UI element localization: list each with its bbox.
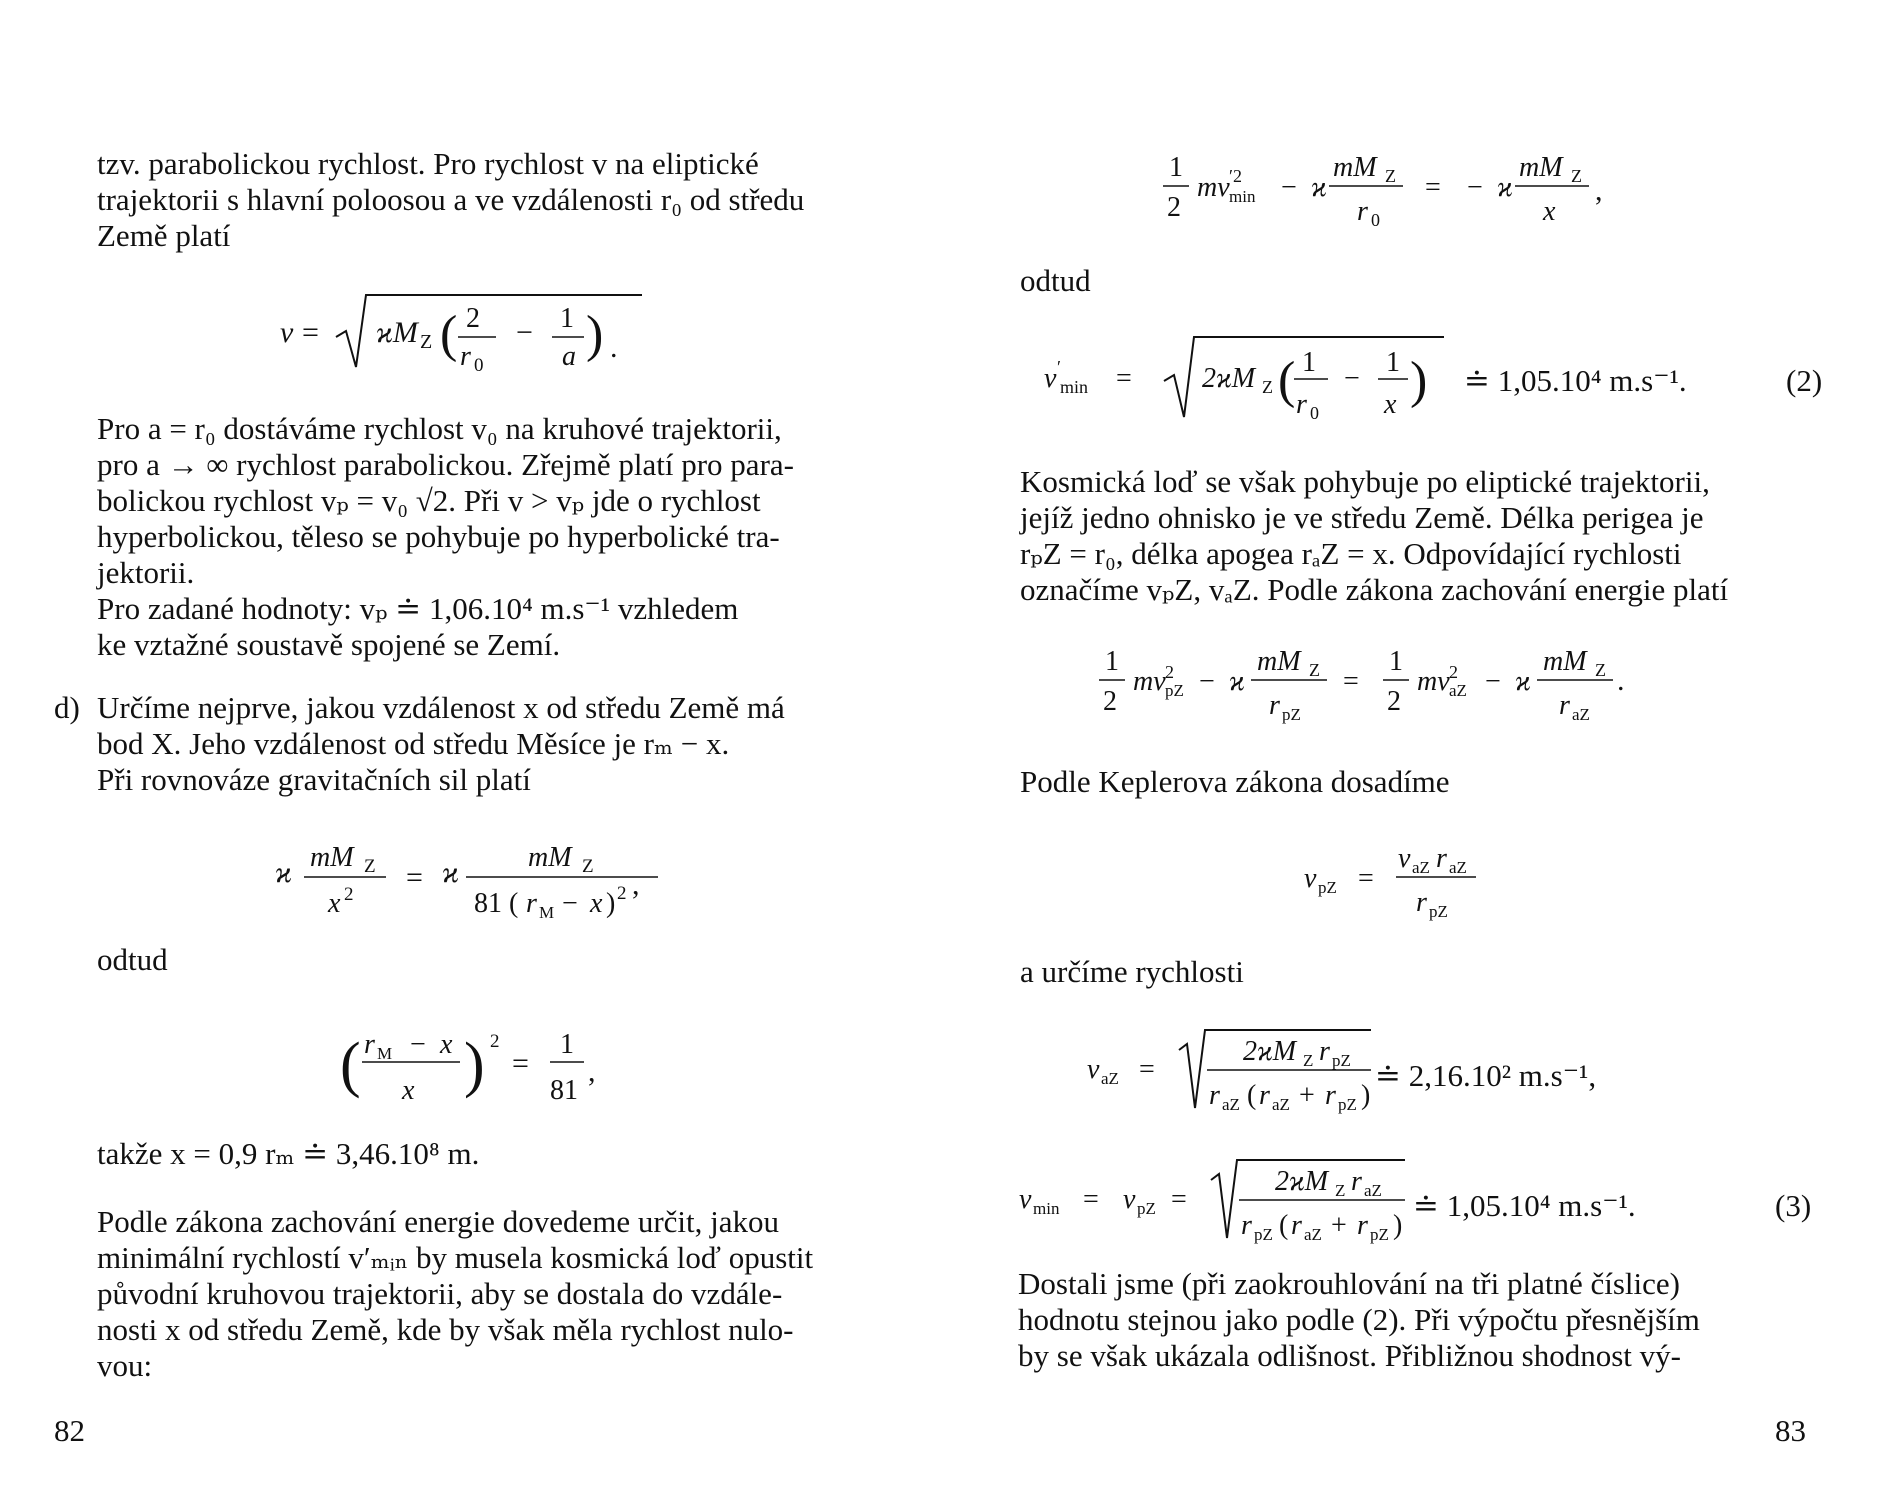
svg-text:Z: Z: [364, 856, 376, 877]
svg-text:1: 1: [1386, 347, 1400, 378]
svg-text:Z: Z: [582, 856, 594, 877]
text-line: vou:: [97, 1348, 153, 1383]
svg-text:ϰ: ϰ: [1311, 172, 1327, 203]
paragraph-circular-parabolic: [97, 411, 893, 699]
svg-text:2: 2: [1387, 686, 1401, 717]
svg-text:pZ: pZ: [1137, 1199, 1156, 1218]
svg-text:.: .: [610, 331, 618, 364]
svg-text:): ): [1361, 1080, 1371, 1111]
svg-text:1: 1: [1389, 646, 1403, 677]
equation-gravity-balance: [270, 832, 700, 932]
svg-text:Z: Z: [1595, 660, 1606, 680]
svg-text:Z: Z: [420, 331, 433, 353]
equation-vmin-escape-result: ≐ 1,05.10⁴ m.s⁻¹.: [1464, 363, 1687, 398]
svg-text:ϰ: ϰ: [1497, 172, 1513, 203]
svg-text:1: 1: [560, 1029, 574, 1060]
equation-vmin-escape-graphic: [1044, 325, 1464, 425]
svg-text:aZ: aZ: [1272, 1095, 1290, 1114]
svg-text:0: 0: [1310, 403, 1319, 423]
paragraph-elliptic-trajectory: [1020, 464, 1817, 644]
svg-text:(: (: [1278, 352, 1296, 409]
text-line: by se však ukázala odlišnost. Přibližnou shodnost vý-: [1018, 1338, 1681, 1373]
svg-text:r: r: [1259, 1080, 1270, 1111]
svg-text:): ): [1410, 352, 1428, 409]
svg-text:mM: mM: [1257, 646, 1301, 677]
equation-vaz: [1087, 1020, 1387, 1120]
svg-text:−: −: [562, 888, 578, 919]
svg-text:mv: mv: [1197, 172, 1230, 203]
equation-vmin-elliptic: [1019, 1150, 1419, 1250]
svg-text:mv: mv: [1417, 666, 1450, 697]
svg-text:r: r: [526, 888, 537, 919]
svg-text:ϰ: ϰ: [1515, 666, 1531, 697]
svg-text:+: +: [1331, 1210, 1347, 1241]
svg-text:aZ: aZ: [1449, 681, 1467, 700]
equation-distance-ratio-graphic: [340, 1015, 640, 1115]
text-kepler-intro: Podle Keplerova zákona dosadíme: [1020, 764, 1450, 799]
svg-text:aZ: aZ: [1222, 1095, 1240, 1114]
svg-text:1: 1: [1169, 152, 1183, 183]
svg-text:2: 2: [1103, 686, 1117, 717]
svg-text:81 (: 81 (: [474, 888, 519, 919]
svg-text:=: =: [302, 316, 319, 349]
svg-text:,: ,: [588, 1055, 596, 1088]
text-line: Pro a = r₀ dostáváme rychlost v₀ na kruhové trajektorii,: [97, 411, 782, 446]
svg-text:min: min: [1060, 377, 1089, 397]
svg-text:Z: Z: [1335, 1181, 1346, 1200]
text-determine-velocities: a určíme rychlosti: [1020, 954, 1244, 989]
svg-text:): ): [1393, 1210, 1403, 1241]
text-line: hodnotu stejnou jako podle (2). Při výpočtu přesnějším: [1018, 1302, 1700, 1337]
svg-text:mM: mM: [528, 842, 572, 873]
svg-text:=: =: [1116, 363, 1132, 394]
page-number-left: 82: [54, 1413, 85, 1448]
svg-text:=: =: [1358, 863, 1374, 894]
svg-text:r: r: [1291, 1210, 1302, 1241]
text-line: Pro zadané hodnoty: vₚ ≐ 1,06.10⁴ m.s⁻¹ vzhledem: [97, 591, 739, 626]
equation-gravity-balance-graphic: [270, 832, 700, 932]
svg-text:r: r: [364, 1029, 375, 1060]
svg-text:aZ: aZ: [1304, 1225, 1322, 1244]
svg-text:0: 0: [1371, 210, 1380, 230]
equation-velocity-ellipse: [270, 285, 670, 375]
svg-text:=: =: [1139, 1054, 1155, 1085]
text-line: původní kruhovou trajektorii, aby se dostala do vzdále-: [97, 1276, 783, 1311]
equation-vaz-result: ≐ 2,16.10² m.s⁻¹,: [1375, 1058, 1597, 1093]
svg-text:.: .: [1617, 664, 1625, 697]
equation-kepler: [1304, 845, 1504, 925]
equation-velocity-ellipse-graphic: [270, 285, 670, 375]
paragraph-point-x: [97, 690, 893, 834]
svg-text:2ϰM: 2ϰM: [1243, 1036, 1297, 1067]
svg-text:pZ: pZ: [1370, 1225, 1389, 1244]
svg-text:r: r: [1209, 1080, 1220, 1111]
svg-text:r: r: [1296, 389, 1307, 420]
svg-text:2: 2: [490, 1031, 500, 1052]
svg-text:mM: mM: [1333, 152, 1377, 183]
svg-text:2ϰM: 2ϰM: [1275, 1166, 1329, 1197]
svg-text:v: v: [1398, 843, 1411, 874]
svg-text:x: x: [440, 1029, 453, 1060]
text-line: pro a → ∞ rychlost parabolickou. Zřejmě platí pro para-: [97, 447, 794, 482]
svg-text:r: r: [1357, 1210, 1368, 1241]
svg-text:−: −: [1281, 172, 1297, 203]
text-line: rₚZ = r₀, délka apogea rₐZ = x. Odpovídající rychlosti: [1020, 536, 1682, 571]
svg-text:r: r: [460, 341, 471, 372]
svg-text:pZ: pZ: [1165, 681, 1184, 700]
svg-text:aZ: aZ: [1412, 858, 1430, 877]
svg-text:−: −: [410, 1029, 426, 1060]
text-line: jejíž jedno ohnisko je ve středu Země. Délka perigea je: [1020, 500, 1704, 535]
svg-text:x: x: [328, 888, 341, 919]
svg-text:2: 2: [617, 883, 627, 904]
svg-text:v: v: [1087, 1054, 1100, 1085]
svg-text:r: r: [1416, 887, 1427, 918]
svg-text:pZ: pZ: [1332, 1051, 1351, 1070]
equation-energy-escape-graphic: [1163, 148, 1623, 238]
svg-text:aZ: aZ: [1449, 858, 1467, 877]
svg-text:=: =: [1171, 1184, 1187, 1215]
svg-text:M: M: [377, 1044, 393, 1063]
equation-kepler-graphic: [1304, 845, 1504, 925]
svg-text:(: (: [1247, 1080, 1257, 1111]
svg-text:min: min: [1033, 1199, 1060, 1218]
text-line: Kosmická loď se však pohybuje po eliptické trajektorii,: [1020, 464, 1710, 499]
text-result-x: takže x = 0,9 rₘ ≐ 3,46.10⁸ m.: [97, 1136, 480, 1171]
svg-text:(: (: [440, 306, 458, 363]
paragraph-energy-conservation: [97, 1204, 893, 1420]
equation-vmin-elliptic-graphic: [1019, 1150, 1419, 1250]
svg-text:r: r: [1325, 1080, 1336, 1111]
text-line: tzv. parabolickou rychlost. Pro rychlost v na eliptické: [97, 146, 759, 181]
svg-text:=: =: [1425, 172, 1441, 203]
svg-text:2ϰM: 2ϰM: [1202, 363, 1256, 394]
svg-text:−: −: [516, 316, 533, 349]
svg-text:r: r: [1241, 1210, 1252, 1241]
svg-text:2: 2: [466, 303, 480, 334]
svg-text:pZ: pZ: [1338, 1095, 1357, 1114]
text-line: hyperbolickou, těleso se pohybuje po hyperbolické tra-: [97, 519, 780, 554]
svg-text:x: x: [1543, 196, 1556, 227]
svg-text:81: 81: [550, 1075, 578, 1106]
svg-text:,: ,: [1595, 174, 1603, 207]
svg-text:=: =: [512, 1047, 529, 1080]
svg-text:pZ: pZ: [1318, 878, 1337, 897]
svg-text:1: 1: [1105, 646, 1119, 677]
svg-text:(: (: [340, 1031, 361, 1099]
svg-text:v: v: [280, 316, 294, 349]
svg-text:r: r: [1351, 1166, 1362, 1197]
svg-text:pZ: pZ: [1429, 902, 1448, 921]
svg-text:2: 2: [1167, 192, 1181, 223]
text-odtud: odtud: [97, 942, 168, 977]
svg-text:,: ,: [632, 868, 640, 901]
svg-text:M: M: [539, 903, 555, 922]
svg-text:aZ: aZ: [1572, 705, 1590, 724]
svg-text:aZ: aZ: [1101, 1069, 1119, 1088]
equation-vmin-elliptic-result: ≐ 1,05.10⁴ m.s⁻¹.: [1413, 1188, 1636, 1223]
svg-text:x: x: [1384, 389, 1397, 420]
svg-text:(: (: [1279, 1210, 1289, 1241]
svg-text:r: r: [1319, 1036, 1330, 1067]
text-line: ke vztažné soustavě spojené se Zemí.: [97, 627, 561, 662]
svg-text:ϰM: ϰM: [376, 316, 418, 349]
text-line: Dostali jsme (při zaokrouhlování na tři platné číslice): [1018, 1266, 1680, 1301]
svg-text:r: r: [1269, 690, 1280, 721]
svg-text:+: +: [1299, 1080, 1315, 1111]
text-line: Země platí: [97, 218, 231, 253]
svg-text:ϰ: ϰ: [1229, 666, 1245, 697]
equation-number-2: (2): [1786, 363, 1823, 398]
svg-text:1: 1: [560, 303, 574, 334]
svg-text:Z: Z: [1303, 1051, 1314, 1070]
svg-text:v: v: [1123, 1184, 1136, 1215]
svg-text:0: 0: [474, 355, 484, 376]
svg-text:r: r: [1436, 843, 1447, 874]
svg-text:Z: Z: [1571, 166, 1582, 186]
svg-text:=: =: [1343, 666, 1359, 697]
svg-text:v: v: [1019, 1184, 1032, 1215]
svg-text:=: =: [1083, 1184, 1099, 1215]
svg-text:x: x: [590, 888, 603, 919]
equation-energy-escape: [1163, 148, 1623, 238]
svg-text:=: =: [406, 861, 423, 894]
svg-text:′2: ′2: [1229, 166, 1242, 186]
svg-text:−: −: [1344, 363, 1360, 394]
svg-text:aZ: aZ: [1364, 1181, 1382, 1200]
svg-text:x: x: [402, 1075, 415, 1106]
svg-text:r: r: [1559, 690, 1570, 721]
svg-text:min: min: [1229, 187, 1256, 206]
svg-text:−: −: [1485, 666, 1501, 697]
text-line: nosti x od středu Země, kde by však měla rychlost nulo-: [97, 1312, 794, 1347]
right-page: [939, 0, 1878, 1501]
svg-text:ϰ: ϰ: [442, 856, 459, 889]
text-line: Podle zákona zachování energie dovedeme určit, jakou: [97, 1204, 780, 1239]
paragraph-comparison: [1018, 1266, 1815, 1410]
equation-energy-elliptic: [1099, 642, 1659, 732]
svg-text:mM: mM: [1519, 152, 1563, 183]
svg-text:r: r: [1357, 196, 1368, 227]
svg-text:v: v: [1044, 363, 1057, 394]
text-line: minimální rychlostí v′ₘᵢₙ by musela kosmická loď opustit: [97, 1240, 814, 1275]
svg-text:2: 2: [1449, 662, 1458, 682]
page-number-right: 83: [1775, 1413, 1806, 1448]
svg-text:mv: mv: [1133, 666, 1166, 697]
svg-text:Z: Z: [1385, 166, 1396, 186]
svg-text:): ): [586, 306, 604, 363]
text-line: bod X. Jeho vzdálenost od středu Měsíce je rₘ − x.: [97, 726, 730, 761]
equation-energy-elliptic-graphic: [1099, 642, 1659, 732]
svg-text:pZ: pZ: [1254, 1225, 1273, 1244]
svg-text:Z: Z: [1309, 660, 1320, 680]
svg-text:′: ′: [1057, 357, 1061, 377]
text-line: označíme vₚZ, vₐZ. Podle zákona zachování energie platí: [1020, 572, 1729, 607]
paragraph-parabolic-intro: [97, 146, 893, 290]
item-label-d: d): [54, 690, 80, 725]
svg-text:−: −: [1467, 172, 1483, 203]
svg-text:v: v: [1304, 863, 1317, 894]
svg-text:2: 2: [344, 884, 354, 905]
svg-text:pZ: pZ: [1282, 705, 1301, 724]
svg-text:a: a: [562, 341, 576, 372]
text-line: Při rovnováze gravitačních sil platí: [97, 762, 531, 797]
svg-text:1: 1: [1302, 347, 1316, 378]
equation-number-3: (3): [1775, 1188, 1812, 1223]
equation-vmin-escape: [1044, 325, 1464, 425]
text-line: bolickou rychlost vₚ = v₀ √2. Při v > vₚ jde o rychlost: [97, 483, 761, 518]
svg-text:−: −: [1199, 666, 1215, 697]
svg-text:): ): [464, 1031, 485, 1099]
text-line: trajektorii s hlavní poloosou a ve vzdálenosti r₀ od středu: [97, 182, 805, 217]
text-line: Určíme nejprve, jakou vzdálenost x od středu Země má: [97, 690, 785, 725]
svg-text:ϰ: ϰ: [275, 856, 292, 889]
svg-text:Z: Z: [1262, 377, 1273, 397]
text-odtud: odtud: [1020, 263, 1091, 298]
svg-text:): ): [606, 888, 616, 919]
svg-text:2: 2: [1165, 662, 1174, 682]
text-line: jektorii.: [97, 555, 195, 590]
svg-text:mM: mM: [310, 842, 354, 873]
svg-text:mM: mM: [1543, 646, 1587, 677]
equation-vaz-graphic: [1087, 1020, 1387, 1120]
equation-distance-ratio: [340, 1015, 640, 1115]
